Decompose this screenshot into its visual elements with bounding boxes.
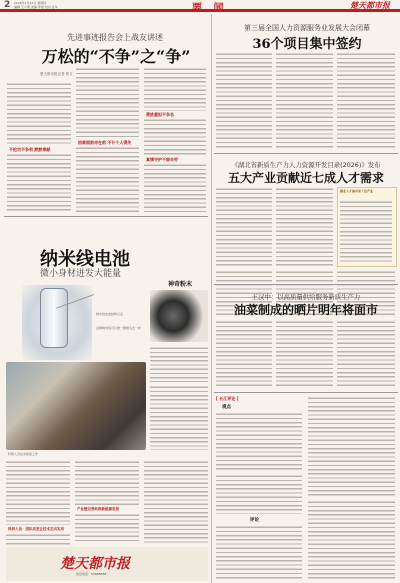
diagram-caption: 这种纳米线可以像一根根毛发一样 — [96, 326, 142, 330]
sidebox-text — [340, 200, 392, 262]
right-mid-kicker: 《湖北省新质生产力人力资源开发目录(2026)》发布 — [231, 161, 381, 169]
divider — [214, 284, 398, 285]
footer-hotline: 热线电话：84888888 — [76, 572, 107, 576]
paper-logo: 楚天都市报 — [350, 0, 390, 10]
article-text — [276, 52, 333, 150]
battery-headline: 纳米线电池 — [40, 249, 130, 270]
right-mid-headline: 五大产业贡献近七成人才需求 — [227, 171, 384, 185]
article-text — [337, 320, 395, 388]
divider — [214, 153, 398, 154]
article-text — [308, 500, 395, 579]
date-line: 2026年1月22日 星期四 — [14, 0, 47, 5]
article-text — [7, 82, 71, 146]
section-heading: 科研人员：团队攻坚让技术走向实用 — [8, 527, 64, 531]
divider — [4, 216, 208, 217]
powder-title: 神奇粉末 — [168, 281, 193, 288]
editor-line: 编辑 王小明 美编 李丽 校对 张华 — [14, 4, 58, 9]
section-heading: 产业链完善助推新能源发展 — [77, 507, 119, 511]
article-text — [7, 153, 71, 213]
article-text — [75, 460, 139, 505]
left-byline: 楚天都市报记者 张文 — [40, 72, 73, 76]
right-top-kicker: 第三届全国人力资源服务业发展大会闭幕 — [244, 24, 370, 32]
article-text — [144, 163, 206, 213]
left-headline: 万松的“不争”之“争” — [41, 47, 191, 66]
article-text — [150, 385, 208, 450]
left-kicker: 先进事迹报告会上战友讲述 — [67, 33, 163, 42]
section-heading: 真情守护不辞辛劳 — [146, 157, 178, 162]
article-text — [276, 320, 333, 388]
powder-image — [150, 290, 208, 342]
footer-logo: 楚天都市报 — [60, 556, 130, 572]
article-text — [75, 513, 139, 543]
battery-subhead: 微小身材迸发大能量 — [40, 269, 122, 279]
right-low-headline: 油菜制成的晒片明年将面市 — [233, 303, 378, 317]
commentary-heading: 评论 — [250, 518, 259, 523]
article-text — [76, 67, 139, 139]
article-text — [276, 187, 333, 267]
section-title: 要 闻 — [192, 3, 228, 14]
page-number: 2 — [4, 0, 11, 10]
article-text — [216, 474, 302, 514]
article-text — [216, 412, 302, 470]
article-text — [216, 320, 272, 388]
divider — [214, 392, 398, 393]
commentary-heading: 观点 — [222, 405, 231, 410]
photo-caption: 科研人员在实验室工作 — [8, 452, 39, 456]
article-text — [216, 187, 272, 267]
article-text — [76, 146, 139, 213]
commentary-tag: [ 长江评论 ] — [216, 396, 239, 401]
right-top-headline: 36个项目集中签约 — [252, 37, 362, 52]
section-heading: 不抢功不争利 默默奉献 — [9, 147, 51, 152]
article-text — [144, 460, 208, 543]
section-heading: 困难面前冲在前 不计个人得失 — [78, 140, 132, 145]
article-text — [6, 460, 70, 525]
lab-photo — [6, 362, 146, 450]
right-low-kicker: 王汉中：以高质量供给服务新质生产力 — [251, 293, 361, 301]
article-text — [216, 525, 302, 579]
article-text — [216, 52, 272, 150]
sidebox-title: 湖北人才需求前十位产业 — [340, 189, 374, 193]
article-text — [144, 118, 206, 156]
section-heading: 勇挑重担不争名 — [146, 112, 174, 117]
article-text — [308, 396, 395, 496]
article-text — [150, 346, 208, 382]
article-text — [337, 52, 395, 150]
article-text — [144, 67, 206, 111]
column-divider — [211, 14, 212, 583]
diagram-caption: 纳米线电池结构示意 — [96, 312, 124, 316]
